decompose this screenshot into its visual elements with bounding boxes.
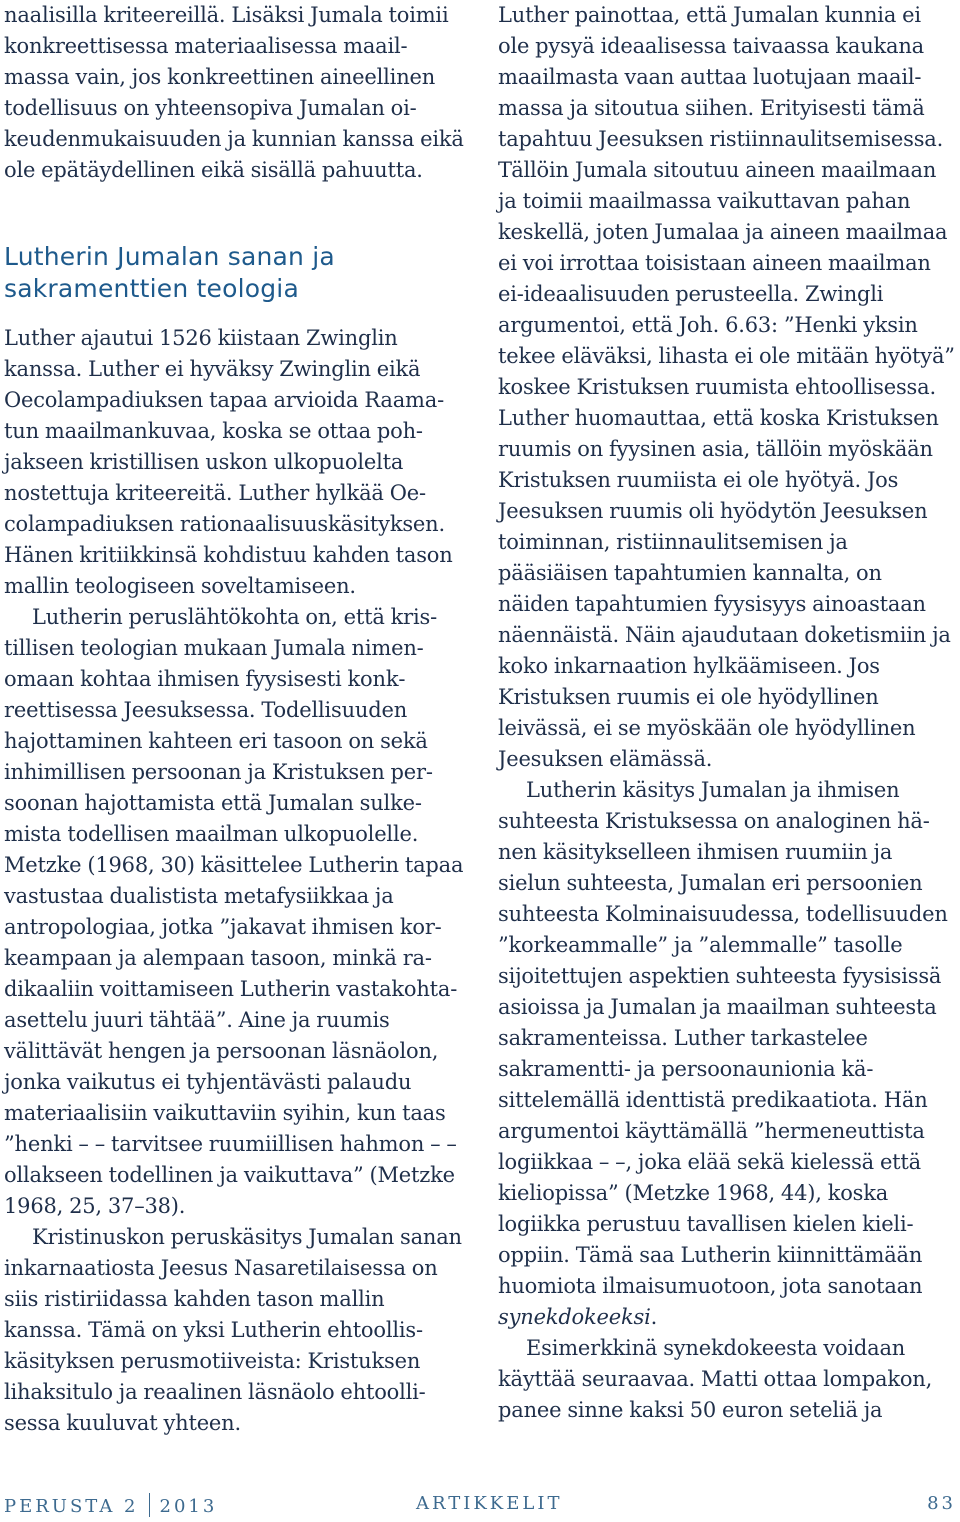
footer-section: ARTIKKELIT [416, 1493, 563, 1514]
section-heading-line-1: Lutherin Jumalan sanan ja [4, 242, 335, 271]
paragraph-text: Lutherin käsitys Jumalan ja ihmisen suhteesta Kristuksessa on analoginen hänen käsitykselleen ihmisen ruumiin ja sielun suhteesta, Jumalan eri persoonien suhteesta Kolminaisuudessa, todellisuuden ”korkeammalle” ja ”alemmalle” tasolle sijoitettujen aspektien suhteesta fyysisissä asioissa ja Jumalan ja maailman suhteesta sakramenteissa. Luther tarkastelee sakramentti- ja persoonaunionia käsittelemällä identtistä predikaatiota. Hän argumentoi käyttämällä ”hermeneuttista logiikkaa – –, joka elää sekä kielessä että kieliopissa” (Metzke 1968, 44), koska logiikka perustuu tavallisen kielen kielioppiin. Tämä saa Lutherin kiinnittämään huomiota ilmaisumuotoon, jota sanotaan [498, 778, 948, 1298]
section-heading [4, 241, 464, 305]
right-column [498, 0, 958, 1426]
footer-year: 2013 [159, 1496, 218, 1517]
paragraph: Luther painottaa, että Jumalan kunnia ei ole pysyä ideaalisessa taivaassa kaukana maailmasta vaan auttaa luotujaan maailmassa ja sitoutua siihen. Erityisesti tämä tapahtuu Jeesuksen ristiinnaulitsemisessa. Tällöin Jumala sitoutuu aineen maailmaan ja toimii maailmassa vaikuttavan pahan keskellä, joten Jumalaa ja aineen maailmaa ei voi irrottaa toisistaan aineen maailman ei-ideaalisuuden perusteella. Zwingli argumentoi, että Joh. 6.63: ”Henki yksin tekee eläväksi, lihasta ei ole mitään hyötyä” koskee Kristuksen ruumista ehtoollisessa. Luther huomauttaa, että koska Kristuksen ruumis on fyysinen asia, tällöin myöskään Kristuksen ruumiista ei ole hyötyä. Jos Jeesuksen ruumis oli hyödytön Jeesuksen toiminnan, ristiinnaulitsemisen ja pääsiäisen tapahtumien kannalta, on näiden tapahtumien fyysisyys ainoastaan näennäistä. Näin ajaudutaan doketismiin ja koko inkarnaation hylkäämiseen. Jos Kristuksen ruumis ei ole hyödyllinen leivässä, ei se myöskään ole hyödyllinen Jeesuksen elämässä. [498, 3, 955, 771]
footer-separator [149, 1493, 150, 1517]
paragraph: naalisilla kriteereillä. Lisäksi Jumala toimii konkreettisessa materiaalisessa maailmassa vain, jos konkreettinen aineellinen todellisuus on yhteensopiva Jumalan oikeudenmukaisuuden ja kunnian kanssa eikä ole epätäydellinen eikä sisällä pahuutta. [4, 3, 464, 182]
paragraph-end: . [650, 1305, 658, 1329]
paragraph: Luther ajautui 1526 kiistaan Zwinglin kanssa. Luther ei hyväksy Zwinglin eikä Oecolampadiuksen tapaa arvioida Raamatun maailmankuvaa, koska se ottaa pohjakseen kristillisen uskon ulkopuolelta nostettuja kriteereitä. Luther hylkää Oecolampadiuksen rationaalisuuskäsityksen. Hänen kritiikkinsä kohdistuu kahden tason mallin teologiseen soveltamiseen. [4, 326, 453, 598]
page-number: 83 [927, 1493, 956, 1514]
left-column [4, 0, 464, 1439]
section-heading-line-2: sakramenttien teologia [4, 274, 299, 303]
footer-publication-info [4, 1493, 217, 1517]
page-footer [4, 1493, 956, 1519]
footer-publication: PERUSTA 2 [4, 1496, 139, 1517]
paragraph [498, 775, 958, 1333]
italic-term: synekdokeeksi [498, 1305, 651, 1329]
paragraph: Esimerkkinä synekdokeesta voidaan käyttää seuraavaa. Matti ottaa lompakon, panee sinne kaksi 50 euron seteliä ja [498, 1336, 933, 1422]
paragraph: Kristinuskon peruskäsitys Jumalan sanan inkarnaatiosta Jeesus Nasaretilaisessa on siis ristiriidassa kahden tason mallin kanssa. Tämä on yksi Lutherin ehtoolliskäsityksen perusmotiiveista: Kristuksen lihaksitulo ja reaalinen läsnäolo ehtoollisessa kuuluvat yhteen. [4, 1225, 462, 1435]
paragraph: Lutherin peruslähtökohta on, että kristillisen teologian mukaan Jumala nimenomaan kohtaa ihmisen fyysisesti konkreettisessa Jeesuksessa. Todellisuuden hajottaminen kahteen eri tasoon on sekä inhimillisen persoonan ja Kristuksen persoonan hajottamista että Jumalan sulkemista todellisen maailman ulkopuolelle. Metzke (1968, 30) käsittelee Lutherin tapaa vastustaa dualistista metafysiikkaa ja antropologiaa, jotka ”jakavat ihmisen korkeampaan ja alempaan tasoon, minkä radikaaliin voittamiseen Lutherin vastakohta-asettelu juuri tähtää”. Aine ja ruumis välittävät hengen ja persoonan läsnäolon, jonka vaikutus ei tyhjentävästi palaudu materiaalisiin vaikuttaviin syihin, kun taas ”henki – – tarvitsee ruumiillisen hahmon – – ollakseen todellinen ja vaikuttava” (Metzke 1968, 25, 37–38). [4, 605, 464, 1218]
